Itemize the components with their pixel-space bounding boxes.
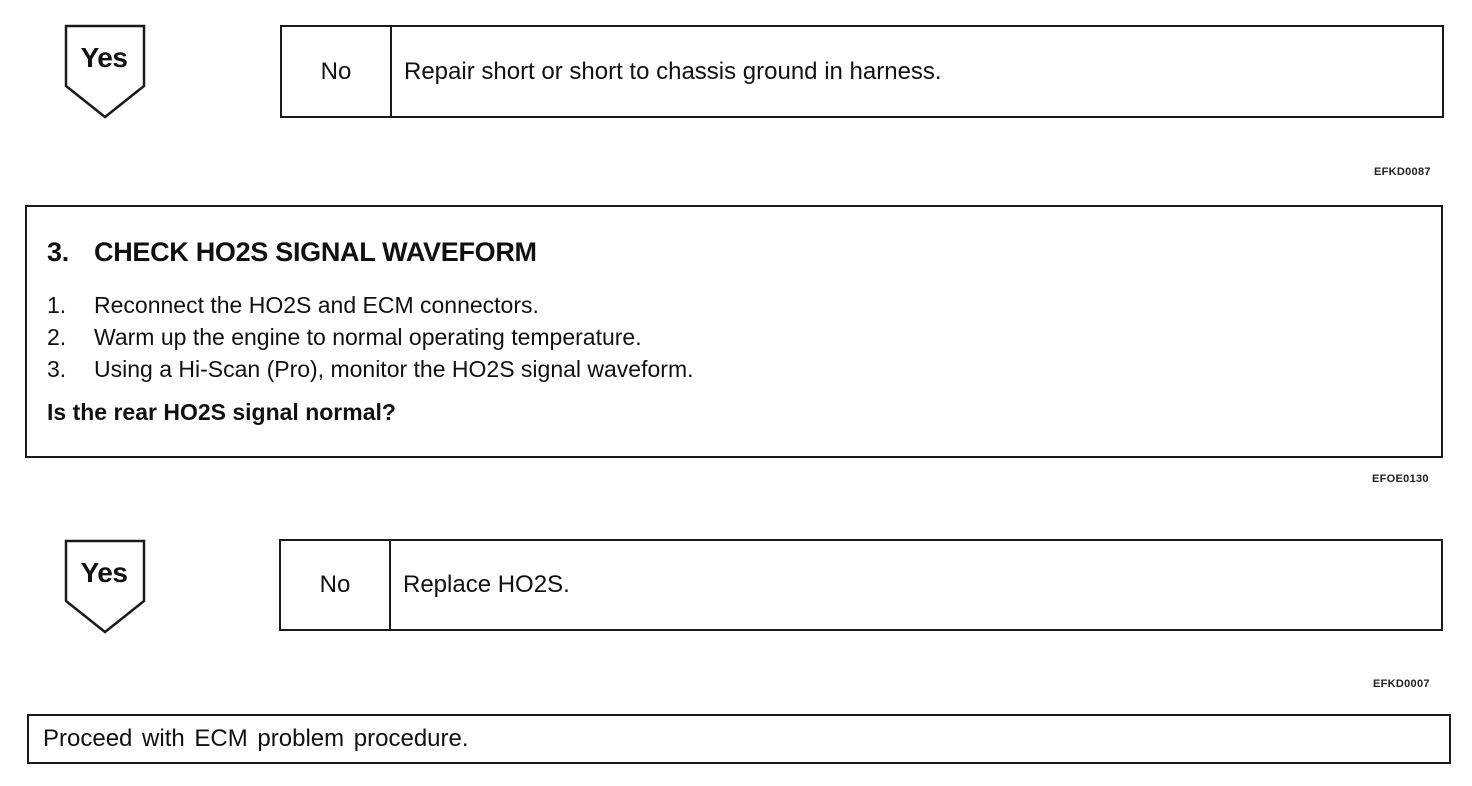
yes-label: Yes: [80, 42, 128, 73]
final-procedure-box: Proceed with ECM problem procedure.: [27, 714, 1451, 764]
no-action-text: Repair short or short to chassis ground in harness.: [404, 57, 942, 85]
no-result-box-2: [279, 539, 1443, 631]
figure-code-2: EFOE0130: [1372, 473, 1429, 485]
step-number: 3.: [47, 237, 69, 267]
list-item-text: Reconnect the HO2S and ECM connectors.: [94, 292, 539, 318]
no-label: No: [281, 541, 391, 629]
figure-code-1: EFKD0087: [1374, 166, 1431, 178]
yes-arrow-2: [64, 539, 148, 635]
no-result-box-1: [280, 25, 1444, 118]
step-question: Is the rear HO2S signal normal?: [47, 399, 396, 425]
yes-label: Yes: [80, 557, 128, 588]
list-item-index: 2.: [47, 324, 67, 350]
list-item-index: 1.: [47, 292, 67, 318]
list-item-text: Warm up the engine to normal operating temperature.: [94, 324, 642, 350]
no-label: No: [282, 27, 392, 116]
list-item: [47, 289, 694, 321]
step-list: [47, 289, 694, 385]
step-title-text: CHECK HO2S SIGNAL WAVEFORM: [94, 237, 537, 267]
no-action-text: Replace HO2S.: [403, 571, 570, 598]
list-item: [47, 353, 694, 385]
list-item-index: 3.: [47, 356, 67, 382]
figure-code-3: EFKD0007: [1373, 678, 1430, 690]
step-box: [25, 205, 1443, 458]
yes-arrow-1: [64, 24, 148, 120]
list-item-text: Using a Hi-Scan (Pro), monitor the HO2S signal waveform.: [94, 356, 694, 382]
list-item: [47, 321, 694, 353]
step-title: [47, 237, 537, 268]
